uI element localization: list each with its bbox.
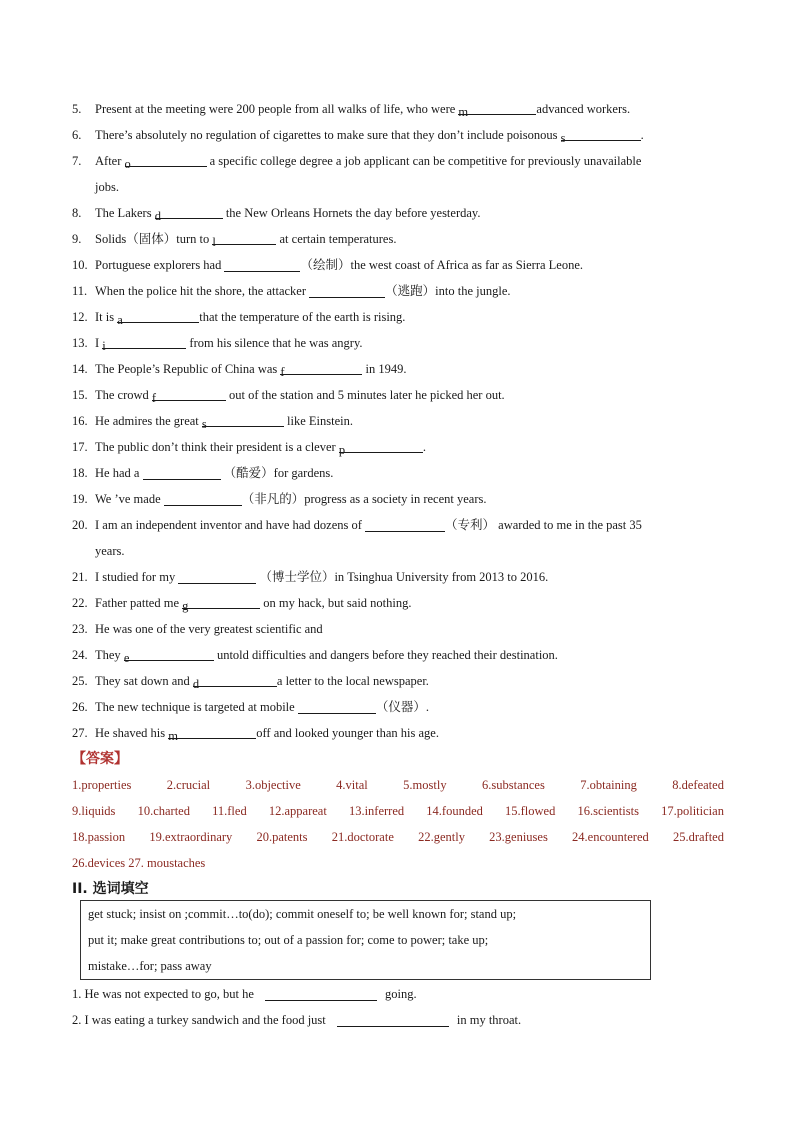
answer-row-1: [72, 772, 724, 798]
question-item: [72, 356, 722, 382]
answer-row-2: [72, 798, 724, 824]
question-text: The crowd: [95, 388, 152, 402]
question-text: I am an independent inventor and have had dozens of: [95, 518, 366, 532]
answer-blank[interactable]: [337, 1011, 449, 1027]
answer-blank[interactable]: [102, 333, 186, 353]
question-item: [72, 148, 722, 174]
first-letter-hint: s: [201, 417, 207, 431]
answer-item: 9.liquids: [72, 804, 116, 818]
first-letter-hint: m: [458, 105, 469, 119]
question-item: [72, 720, 722, 746]
word-bank-box: [80, 900, 651, 980]
question-item: [72, 668, 722, 694]
question-text: They: [95, 648, 124, 662]
question-number: 24.: [72, 648, 88, 662]
question-text: out of the station and 5 minutes later he picked her out.: [225, 388, 505, 402]
answer-blank[interactable]: [164, 490, 242, 506]
question-item: [72, 122, 722, 148]
answer-blank[interactable]: [154, 203, 223, 223]
question-text: advanced workers.: [536, 102, 631, 116]
item-text: 2. I was eating a turkey sandwich and the food just: [72, 1013, 329, 1027]
first-letter-hint: d: [154, 209, 161, 223]
answer-item: 11.fled: [212, 804, 247, 818]
question-item: [72, 408, 722, 434]
question-text: at certain temperatures.: [276, 232, 397, 246]
question-number: 25.: [72, 674, 88, 688]
first-letter-hint: d: [192, 677, 200, 691]
question-text: He had a: [95, 466, 143, 480]
question-text: （非凡的）progress as a society in recent years.: [241, 492, 487, 506]
answer-blank[interactable]: [168, 723, 256, 743]
question-item: [72, 304, 722, 330]
question-number: 9.: [72, 232, 82, 246]
question-item: [72, 460, 722, 486]
answer-item: 16.scientists: [577, 804, 639, 818]
question-item: [72, 642, 722, 668]
fill-item: [72, 1007, 722, 1033]
question-number: 12.: [72, 310, 88, 324]
answer-blank[interactable]: [124, 151, 207, 171]
item-text: 1. He was not expected to go, but he: [72, 987, 258, 1001]
answer-blank[interactable]: [117, 307, 199, 327]
question-item: [72, 564, 722, 590]
word-bank-line: put it; make great contributions to; out of a passion for; come to power; take up;: [88, 933, 489, 947]
question-text: off and looked younger than his age.: [256, 726, 439, 740]
question-item: [72, 486, 722, 512]
question-text: The Lakers: [95, 206, 155, 220]
answer-item: 19.extraordinary: [149, 830, 233, 844]
first-letter-hint: s: [560, 131, 566, 145]
answer-blank[interactable]: [182, 593, 260, 613]
answer-item: 3.objective: [245, 778, 301, 792]
answer-item: 4.vital: [336, 778, 368, 792]
answer-item: 7.obtaining: [580, 778, 637, 792]
answer-row-4: [72, 850, 724, 876]
word-bank-line: get stuck; insist on ;commit…to(do); commit oneself to; be well known for; stand up;: [88, 907, 517, 921]
answer-item: 17.politician: [661, 804, 724, 818]
answer-item: 1.properties: [72, 778, 132, 792]
answer-item: 10.charted: [137, 804, 190, 818]
item-text: going.: [385, 987, 417, 1001]
question-item: [72, 278, 722, 304]
question-item: [72, 252, 722, 278]
question-text: When the police hit the shore, the attacker: [95, 284, 310, 298]
question-item: [72, 512, 722, 538]
question-item: [72, 616, 722, 642]
first-letter-hint: p: [338, 443, 346, 457]
question-number: 6.: [72, 128, 82, 142]
question-text: Solids（固体）turn to: [95, 232, 213, 246]
question-number: 11.: [72, 284, 88, 298]
question-text: that the temperature of the earth is rising.: [199, 310, 406, 324]
answer-blank[interactable]: [309, 282, 385, 298]
question-number: 16.: [72, 414, 88, 428]
first-letter-hint: f: [280, 365, 285, 379]
question-text: He shaved his: [95, 726, 169, 740]
answer-item: 24.encountered: [572, 830, 649, 844]
question-number: 5.: [72, 102, 82, 116]
answer-blank[interactable]: [151, 385, 226, 405]
answer-blank[interactable]: [224, 256, 300, 272]
question-text: The public don’t think their president is a clever: [95, 440, 339, 454]
question-number: 17.: [72, 440, 88, 454]
answer-item: 20.patents: [256, 830, 308, 844]
answer-blank[interactable]: [123, 645, 214, 665]
question-text: （仪器）.: [375, 700, 429, 714]
question-text: The People’s Republic of China was: [95, 362, 281, 376]
question-number: 23.: [72, 622, 88, 636]
item-text: in my throat.: [456, 1013, 522, 1027]
first-letter-hint: a: [117, 313, 123, 327]
answer-heading: 【答案】: [72, 751, 128, 767]
answer-item: 25.drafted: [672, 830, 724, 844]
answer-item: 12.appareat: [268, 804, 327, 818]
question-text: （博士学位）in Tsinghua University from 2013 to 2016.: [256, 570, 549, 584]
first-letter-hint: f: [151, 391, 157, 405]
answer-blank[interactable]: [143, 464, 221, 480]
question-item: [72, 382, 722, 408]
question-text: in 1949.: [362, 362, 407, 376]
answer-item: 8.defeated: [672, 778, 724, 792]
question-number: 10.: [72, 258, 88, 272]
question-number: 20.: [72, 518, 88, 532]
question-text: He admires the great: [95, 414, 202, 428]
answer-item: 15.flowed: [505, 804, 556, 818]
question-number: 14.: [72, 362, 88, 376]
answer-blank[interactable]: [178, 568, 256, 584]
question-text: The new technique is targeted at mobile: [95, 700, 298, 714]
question-text: After: [95, 154, 125, 168]
question-item: [72, 590, 722, 616]
question-text: He was one of the very greatest scientific and: [95, 622, 323, 636]
question-text: on my hack, but said nothing.: [260, 596, 412, 610]
answer-item: 14.founded: [426, 804, 483, 818]
question-text: untold difficulties and dangers before they reached their destination.: [213, 648, 558, 662]
question-text: It is: [95, 310, 118, 324]
question-number: 19.: [72, 492, 88, 506]
question-item: [72, 330, 722, 356]
question-text: （专利） awarded to me in the past 35: [445, 518, 642, 532]
first-letter-hint: i: [102, 339, 106, 353]
question-text: .: [422, 440, 426, 454]
answer-item: 22.gently: [418, 830, 465, 844]
question-text: I studied for my: [95, 570, 179, 584]
question-text: （绘制）the west coast of Africa as far as Sierra Leone.: [300, 258, 584, 272]
question-text: Present at the meeting were 200 people from all walks of life, who were: [95, 102, 459, 116]
question-text: There’s absolutely no regulation of cigarettes to make sure that they don’t include poisonous: [95, 128, 561, 142]
first-letter-hint: m: [168, 729, 178, 743]
question-number: 7.: [72, 154, 82, 168]
answer-blank[interactable]: [201, 411, 284, 431]
answer-item: 5.mostly: [403, 778, 447, 792]
question-number: 26.: [72, 700, 88, 714]
answer-item: 26.devices 27. moustaches: [72, 856, 206, 870]
section-title: II. 选词填空: [72, 881, 149, 897]
word-bank-line: mistake…for; pass away: [88, 959, 212, 973]
answer-blank[interactable]: [192, 671, 277, 691]
first-letter-hint: o: [124, 157, 131, 171]
question-item: [72, 200, 722, 226]
question-continuation: jobs.: [95, 180, 119, 194]
question-text: I: [95, 336, 103, 350]
answer-blank[interactable]: [212, 229, 276, 249]
answer-blank[interactable]: [560, 125, 641, 145]
question-number: 15.: [72, 388, 88, 402]
question-item: [72, 434, 722, 460]
question-number: 27.: [72, 726, 88, 740]
question-item: [72, 96, 722, 122]
question-text: They sat down and: [95, 674, 193, 688]
question-text: a specific college degree a job applicant can be competitive for previously unavailable: [206, 154, 642, 168]
answer-item: 6.substances: [482, 778, 545, 792]
question-text: like Einstein.: [283, 414, 353, 428]
answer-item: 13.inferred: [348, 804, 405, 818]
question-number: 18.: [72, 466, 88, 480]
question-text: from his silence that he was angry.: [186, 336, 363, 350]
question-text: a letter to the local newspaper.: [276, 674, 429, 688]
question-number: 21.: [72, 570, 88, 584]
first-letter-hint: g: [182, 599, 189, 613]
first-letter-hint: e: [123, 651, 130, 665]
answer-blank[interactable]: [365, 516, 445, 532]
answer-item: 18.passion: [72, 830, 126, 844]
question-continuation: years.: [95, 544, 125, 558]
question-number: 13.: [72, 336, 88, 350]
fill-item: [72, 981, 722, 1007]
answer-blank[interactable]: [265, 985, 377, 1001]
answer-row-3: [72, 824, 724, 850]
question-text: （酷爱）for gardens.: [220, 466, 334, 480]
first-letter-hint: l: [212, 235, 216, 249]
question-item: [72, 226, 722, 252]
answer-blank[interactable]: [280, 359, 362, 379]
question-number: 8.: [72, 206, 82, 220]
question-text: Father patted me: [95, 596, 183, 610]
answer-item: 23.geniuses: [489, 830, 548, 844]
answer-blank[interactable]: [298, 698, 376, 714]
question-number: 22.: [72, 596, 88, 610]
answer-item: 2.crucial: [166, 778, 211, 792]
question-text: Portuguese explorers had: [95, 258, 225, 272]
question-item: [72, 694, 722, 720]
question-text: （逃跑）into the jungle.: [385, 284, 511, 298]
answer-blank[interactable]: [458, 99, 536, 119]
question-text: We ’ve made: [95, 492, 164, 506]
answer-blank[interactable]: [338, 437, 423, 457]
question-text: .: [640, 128, 644, 142]
question-text: the New Orleans Hornets the day before yesterday.: [222, 206, 481, 220]
answer-item: 21.doctorate: [331, 830, 394, 844]
